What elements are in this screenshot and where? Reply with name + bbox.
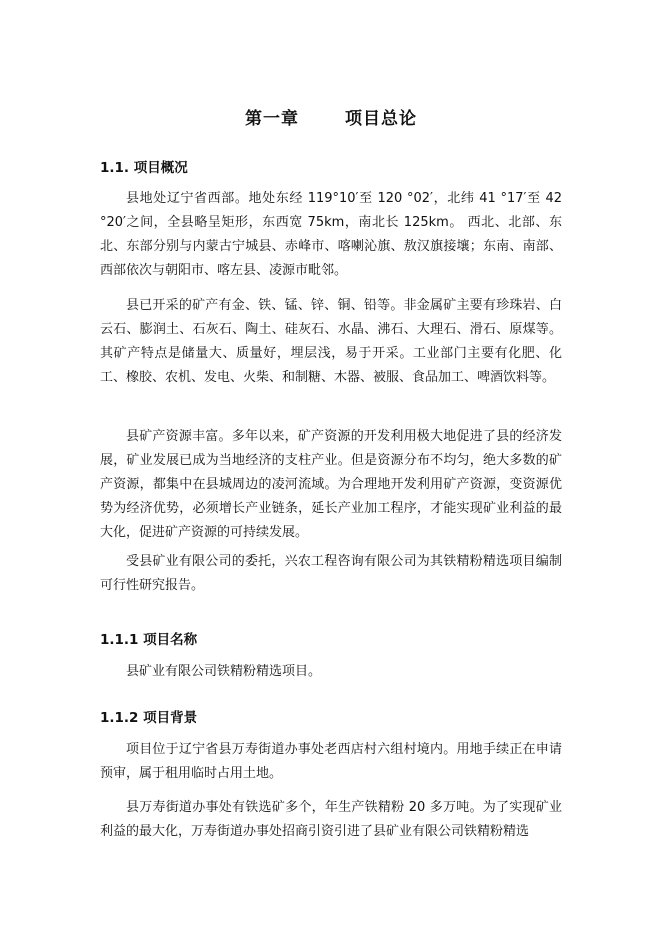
- section-heading-1-1: 1.1. 项目概况: [100, 160, 188, 176]
- section-heading-1-1-1: 1.1.1 项目名称: [100, 632, 198, 648]
- section-heading-1-1-2: 1.1.2 项目背景: [100, 710, 198, 726]
- paragraph-minerals: 县已开采的矿产有金、铁、锰、锌、铜、铅等。非金属矿主要有珍珠岩、白云石、膨润土、石灰石、陶土、硅灰石、水晶、沸石、大理石、滑石、原煤等。其矿产特点是储量大、质量好，埋层浅，易于开采。工业部门主要有化肥、化工、橡胶、农机、发电、火柴、和制糖、木器、被服、食品加工、啤酒饮料等。: [100, 298, 562, 385]
- paragraph-resources: 县矿产资源丰富。多年以来，矿产资源的开发利用极大地促进了县的经济发展，矿业发展已成为当地经济的支柱产业。但是资源分布不均匀，绝大多数的矿产资源，都集中在县城周边的凌河流域。为合理地开发利用矿产资源，变资源优势为经济优势，必须增长产业链条，延长产业加工程序，才能实现矿业利益的最大化，促进矿产资源的可持续发展。: [100, 429, 562, 540]
- chapter-title: 项目总论: [345, 109, 417, 129]
- chapter-heading: [0, 104, 662, 129]
- paragraph-background: 县万寿街道办事处有铁选矿多个，年生产铁精粉 20 多万吨。为了实现矿业利益的最大化，万寿街道办事处招商引资引进了县矿业有限公司铁精粉精选: [100, 800, 562, 839]
- paragraph-project-name: 县矿业有限公司铁精粉精选项目。: [126, 664, 322, 679]
- paragraph-project-site: 项目位于辽宁省县万寿街道办事处老西店村六组村境内。用地手续正在申请预审，属于租用临时占用土地。: [100, 742, 562, 781]
- paragraph-location: 县地处辽宁省西部。地处东经 119°10′至 120 °02′，北纬 41 °17′至 42 °20′之间，全县略呈矩形，东西宽 75km，南北长 125km。 西北、北部、东北、东部分别与内蒙古宁城县、赤峰市、喀喇沁旗、敖汉旗接壤；东南、南部、西部依次与朝阳市、喀左县、凌源市毗邻。: [100, 191, 562, 278]
- chapter-number: 第一章: [245, 109, 299, 129]
- paragraph-commission: 受县矿业有限公司的委托，兴农工程咨询有限公司为其铁精粉精选项目编制可行性研究报告。: [100, 554, 562, 593]
